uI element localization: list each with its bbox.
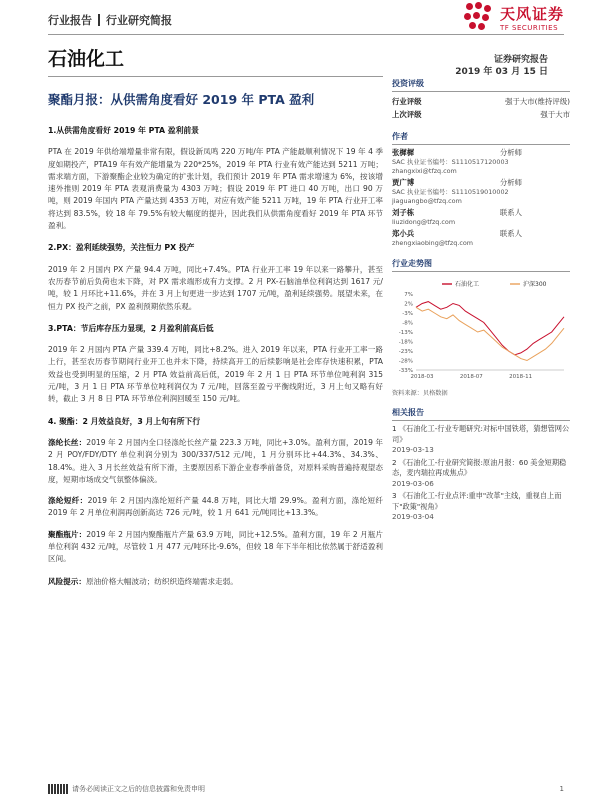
- item-lead: 聚酯瓶片：: [48, 529, 87, 539]
- disclaimer-text: 请务必阅读正文之后的信息披露和免责申明: [72, 785, 205, 793]
- report-date: 2019 年 03 月 15 日: [455, 67, 548, 77]
- author-email[interactable]: liuzidong@tfzq.com: [392, 218, 456, 226]
- author-title: 作者: [392, 131, 570, 145]
- title-divider: [48, 76, 383, 77]
- related-report-date: 2019-03-13: [392, 445, 434, 454]
- item-text: 2019 年 2 月国内聚酯瓶片产量 63.9 万吨，同比+12.5%。盈利方面，19 年 2 月瓶片单位利润 432 元/吨，尽管较 1 月 477 元/吨环比-9.6%，但较 18 年下半年相比依然属于舒适盈利区间。: [48, 529, 384, 564]
- chart-x-tick-label: 2018-11: [509, 374, 533, 380]
- author-email[interactable]: zhengxiaobing@tfzq.com: [392, 239, 474, 247]
- section-title: 3.PTA：节后库存压力显现，2 月盈利前高后低: [48, 323, 214, 333]
- related-report[interactable]: [392, 491, 570, 523]
- author-email[interactable]: zhangxixi@tfzq.com: [392, 167, 457, 175]
- rating-row: [392, 95, 570, 108]
- section-3: [48, 323, 383, 406]
- related-report-title[interactable]: 1 《石油化工-行业专题研究:对标中国铁塔，猜想管网公司》: [392, 424, 570, 444]
- author-entry: [392, 148, 570, 176]
- author-name: 刘子栋: [392, 208, 415, 217]
- sidebar: [392, 78, 570, 525]
- section-title: 2.PX：盈利延续强势，关注恒力 PX 投产: [48, 243, 195, 253]
- author-license: SAC 执业证书编号：S1110519010002: [392, 188, 509, 196]
- section-item: [48, 529, 383, 566]
- item-lead: 涤纶短纤：: [48, 496, 88, 506]
- chart-x-tick-label: 2018-07: [459, 374, 483, 380]
- related-report[interactable]: [392, 458, 570, 490]
- qr-code-icon: [48, 784, 68, 794]
- chart-title: 行业走势图: [392, 258, 570, 272]
- section-paragraph: 2019 年 2 月国内 PX 产量 94.4 万吨，同比+7.4%。PTA 行业开工率 19 年以来一路攀升，甚至农历春节前后负荷也未下降，对 PX 需求端形成有力支撑。2 月 PX-石脑油单位利润达到 1617 元/吨，较 1 月环比+11.6%，并在 3 月上旬更进一步达到 1707 元/吨，盈利延续强势。展望未来，在恒力 PX 投产之前，PX 盈利预期依然乐观。: [48, 264, 383, 311]
- author-role: 分析师: [499, 178, 522, 187]
- risk-lead: 风险提示：: [48, 576, 86, 586]
- chart-y-tick-label: -18%: [398, 339, 413, 346]
- sector-title: 石油化工: [48, 48, 125, 70]
- section-1: [48, 125, 383, 232]
- chart-y-tick-label: -13%: [398, 330, 413, 336]
- author-license: SAC 执业证书编号：S1110517120003: [392, 158, 509, 166]
- risk-note: [48, 576, 383, 588]
- chart-source: 资料来源：贝格数据: [392, 390, 448, 397]
- section-item: [48, 495, 383, 520]
- chart-series-line-csi300: [416, 307, 564, 360]
- category-divider: [98, 14, 100, 26]
- trend-chart: [392, 278, 570, 397]
- chart-legend-label: 沪深300: [523, 281, 547, 288]
- section-4: [48, 416, 383, 566]
- report-category: [48, 12, 172, 28]
- related-report-date: 2019-03-06: [392, 478, 434, 488]
- author-name: 张樨樨: [392, 148, 415, 157]
- related-report-date: 2019-03-04: [392, 512, 434, 521]
- chart-y-tick-label: -3%: [402, 311, 413, 317]
- related-report-title[interactable]: 2 《石油化工-行业研究简报:原油月报：60 美金短期稳态，麦内瑞拉再成焦点》: [392, 457, 567, 477]
- rating-key: 行业评级: [392, 97, 422, 106]
- section-title: 4. 聚酯：2 月效益良好，3 月上旬有所下行: [48, 416, 201, 426]
- report-type: 证券研究报告: [493, 55, 548, 65]
- section-paragraph: 2019 年 2 月国内 PTA 产量 339.4 万吨，同比+8.2%。进入 2019 年以来，PTA 行业开工率一路上行，甚至农历春节期间行业开工也并未下降，持续高开工的后续影响是社会库存快速积累，PTA 效益也受到明显的压缩，2 月 PTA 效益前高后低，2019 年 2 月 1 日 PTA 环节单位吨利润 315 元/吨，3 月 1 日 PTA 环节单位吨利润仅为 7 元/吨，回落至盈亏平衡线附近，3 月上旬又略有好转，截止 3 月 8 日 PTA 环节单位利润回暖至 150 元/吨。: [48, 345, 383, 404]
- chart-series-line-petrochem: [416, 302, 564, 355]
- rating-title: 投资评级: [392, 78, 570, 92]
- rating-row: [392, 108, 570, 121]
- sub-category-label: 行业研究简报: [106, 14, 172, 27]
- chart-legend-label: 石油化工: [455, 281, 480, 288]
- related-report-title[interactable]: 3 《石油化工-行业点评:重申"改革"主线，重视自上而下"政策"视角》: [392, 491, 562, 511]
- author-name: 郑小兵: [392, 229, 415, 238]
- author-role: 分析师: [499, 148, 522, 157]
- logo-name-cn: 天风证券: [499, 4, 564, 23]
- page-number: 1: [559, 785, 564, 793]
- disclaimer: [48, 784, 205, 794]
- section-paragraph: PTA 在 2019 年供给端增量非常有限，假设新凤鸣 220 万吨/年 PTA 产能最顺利情况下 19 年 4 季度如期投产，PTA19 年有效产能增量为 220*25%，2019 年 PTA 行业有效产能达到 5211 万吨；需求端方面，下游聚酯企业较为确定的扩张计划，我们预计 2019 年 PTA 需求增速为 6%，按该增速外推则 2019 年 PTA 表观消费量为 4303 万吨；假设 2019 年 PT 进口 40 万吨，出口 90 万吨，则 2019 年国内 PTA 产量达到 4353 万吨，对应有效产能 5211 万吨，19 年 PTA 行业开工率将达到 83.5%，较 18 年 79.5%有较大幅度的提升，因此我们从供需角度看好 2019 年 PTA 环节盈利。: [48, 147, 383, 231]
- report-body: [48, 125, 383, 597]
- rating-value: 强于大市: [540, 110, 570, 119]
- chart-x-tick-label: 2018-03: [410, 374, 434, 380]
- item-text: 2019 年 2 月国内全口径涤纶长丝产量 223.3 万吨，同比+3.0%。盈利方面，2019 年 2 月 POY/FDY/DTY 单位利润分别为 300/337/512 元/吨，1 月分别环比+44.3%、34.3%、18.4%。进入 3 月长丝效益有所下滑，主要原因系下游企业春季前备货，对原料采购普遍持观望态度，短期市场成交气氛整体偏淡。: [48, 437, 384, 484]
- author-entry: [392, 208, 570, 227]
- item-lead: 涤纶长丝：: [48, 437, 87, 447]
- item-text: 2019 年 2 月国内涤纶短纤产量 44.8 万吨，同比大增 29.9%。盈利方面，涤纶短纤 2019 年 2 月单位利润再创新高达 726 元/吨，较 1 月 641 元/吨同比+13.3%。: [48, 496, 383, 518]
- logo-name-en: TF SECURITIES: [499, 23, 559, 32]
- risk-text: 原油价格大幅波动；纺织织造终端需求走弱。: [85, 576, 238, 586]
- logo-dots-icon: [464, 2, 494, 32]
- author-entry: [392, 178, 570, 206]
- rating-value: 强于大市(维持评级): [505, 97, 570, 106]
- related-report[interactable]: [392, 424, 570, 456]
- section-item: [48, 437, 383, 486]
- author-email[interactable]: jiaguangbo@tfzq.com: [392, 197, 462, 205]
- chart-y-tick-label: -8%: [402, 320, 413, 327]
- chart-y-tick-label: 7%: [404, 292, 413, 298]
- page-footer: [48, 784, 564, 794]
- report-headline: 聚酯月报：从供需角度看好 2019 年 PTA 盈利: [48, 92, 315, 107]
- related-title: 相关报告: [392, 407, 570, 421]
- header-divider: [48, 34, 564, 35]
- chart-y-tick-label: -23%: [398, 349, 413, 355]
- category-label: 行业报告: [48, 14, 92, 27]
- logo: [464, 2, 564, 32]
- chart-y-tick-label: 2%: [404, 301, 413, 308]
- author-role: 联系人: [499, 208, 522, 217]
- section-2: [48, 242, 383, 312]
- chart-y-tick-label: -33%: [398, 368, 413, 374]
- author-name: 贾广博: [392, 178, 415, 187]
- trend-chart-svg: [392, 278, 570, 386]
- author-entry: [392, 229, 570, 248]
- section-title: 1.从供需角度看好 2019 年 PTA 盈利前景: [48, 126, 199, 135]
- rating-key: 上次评级: [392, 110, 422, 119]
- chart-y-tick-label: -28%: [398, 358, 413, 365]
- author-role: 联系人: [499, 229, 522, 238]
